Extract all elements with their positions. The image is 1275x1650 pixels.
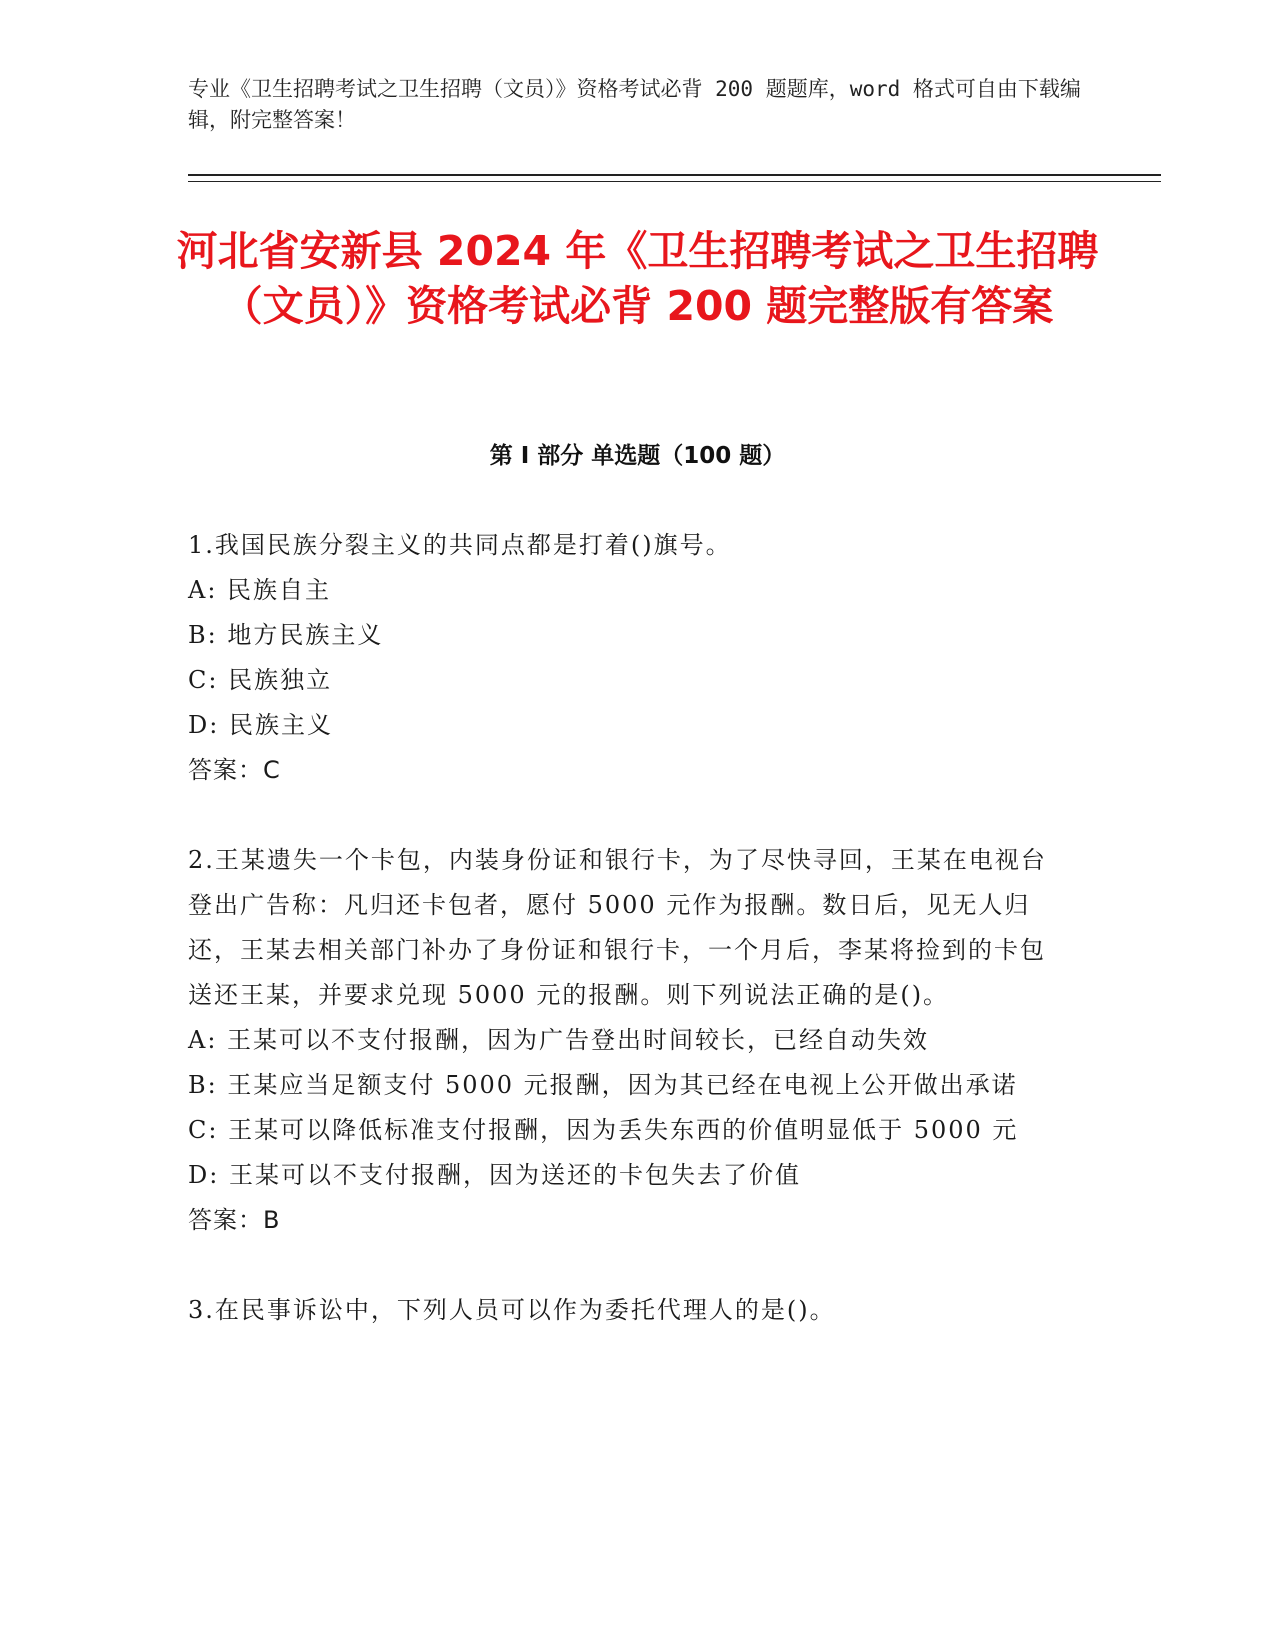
option-a: A: 民族自主 [188,576,332,604]
question-stem: 2.王某遗失一个卡包，内装身份证和银行卡，为了尽快寻回，王某在电视台登出广告称：凡归还卡包者，愿付 5000 元作为报酬。数日后，见无人归还，王某去相关部门补办了身份证和银行卡，一个月后，李某将捡到的卡包送还王某，并要求兑现 5000 元的报酬。则下列说法正确的是()。 [188,846,1047,1009]
question-3 [188,1288,1068,1333]
question-1 [188,523,1068,793]
question-2 [188,838,1068,1243]
document-title: 河北省安新县 2024 年《卫生招聘考试之卫生招聘（文员）》资格考试必背 200 题完整版有答案 [176,227,1099,330]
option-c: C: 民族独立 [188,666,333,694]
answer-line: 答案：B [188,1206,281,1234]
section-heading: 第 I 部分 单选题（100 题） [489,443,786,469]
option-d: D: 民族主义 [188,711,333,739]
header-divider-thick [188,174,1161,176]
question-stem: 1.我国民族分裂主义的共同点都是打着()旗号。 [188,531,732,559]
header-divider-thin [188,181,1161,182]
option-c: C: 王某可以降低标准支付报酬，因为丢失东西的价值明显低于 5000 元 [188,1116,1019,1144]
option-b: B: 地方民族主义 [188,621,384,649]
option-d: D: 王某可以不支付报酬，因为送还的卡包失去了价值 [188,1161,801,1189]
question-stem: 3.在民事诉讼中，下列人员可以作为委托代理人的是()。 [188,1296,836,1324]
option-b: B: 王某应当足额支付 5000 元报酬，因为其已经在电视上公开做出承诺 [188,1071,1018,1099]
question-list [188,523,1068,1378]
header-note: 专业《卫生招聘考试之卫生招聘（文员）》资格考试必背 200 题题库，word 格式可自由下载编辑，附完整答案！ [188,77,1081,132]
answer-line: 答案：C [188,756,281,784]
option-a: A: 王某可以不支付报酬，因为广告登出时间较长，已经自动失效 [188,1026,930,1054]
